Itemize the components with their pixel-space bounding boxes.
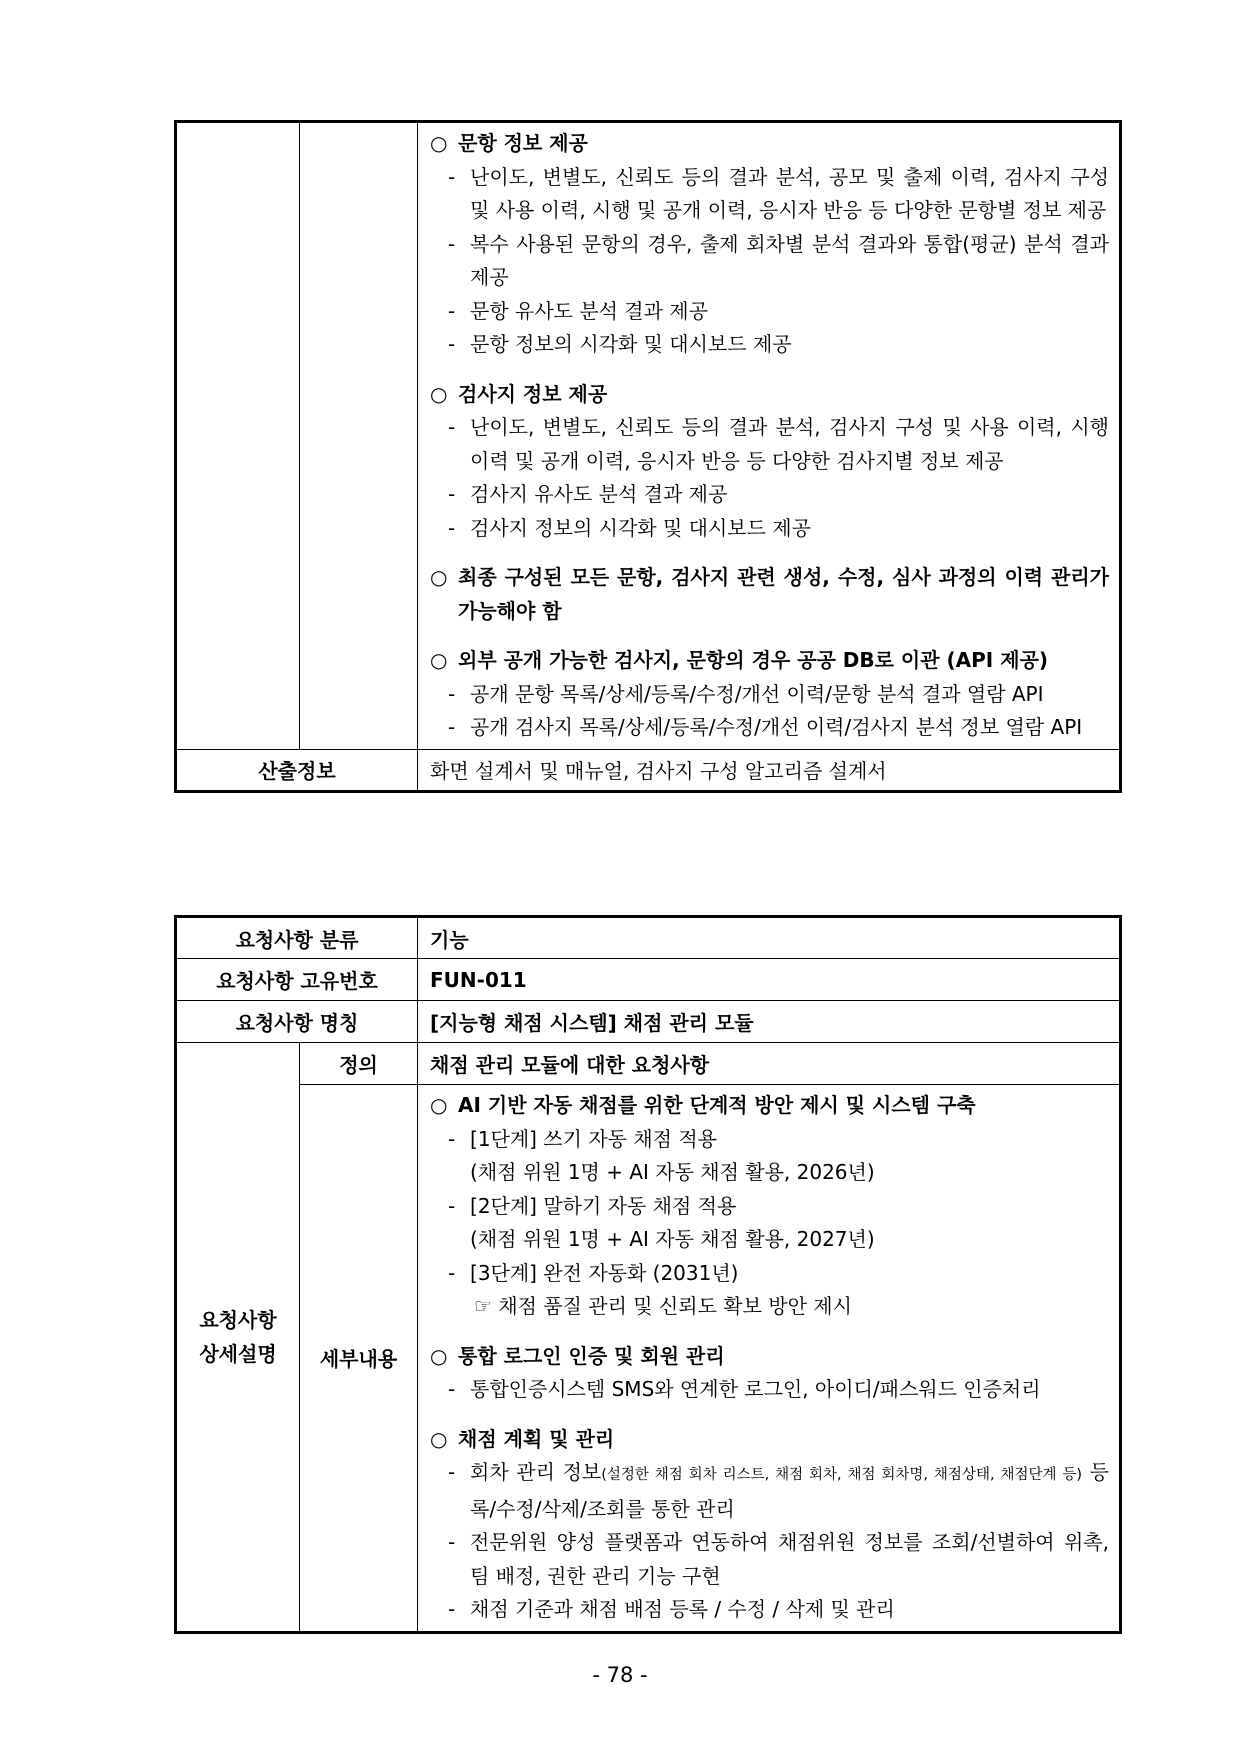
section [430, 644, 1109, 745]
list-item: 통합인증시스템 SMS와 연계한 로그인, 아이디/패스워드 인증처리 [470, 1377, 1041, 1401]
section-heading: 채점 계획 및 관리 [458, 1426, 615, 1451]
category-value: 기능 [418, 917, 1121, 959]
detail-label [176, 1043, 300, 1633]
detail-label-line1: 요청사항 [199, 1307, 277, 1332]
dash-marker: - [448, 332, 456, 356]
note-text: 채점 품질 관리 및 신뢰도 확보 방안 제시 [498, 1294, 852, 1318]
dash-marker: - [448, 515, 456, 540]
list-item: 전문위원 양성 플랫폼과 연동하여 채점위원 정보를 조회/선별하여 위촉, 팀 배정, 권한 관리 기능 구현 [470, 1530, 1109, 1588]
category-label: 요청사항 분류 [176, 917, 418, 959]
circle-marker: ○ [430, 1093, 448, 1117]
circle-marker: ○ [430, 648, 448, 672]
list-item: 난이도, 변별도, 신뢰도 등의 결과 분석, 검사지 구성 및 사용 이력, 시행 이력 및 공개 이력, 응시자 반응 등 다양한 검사지별 정보 제공 [470, 415, 1109, 473]
page-number: - 78 - [592, 1663, 648, 1687]
list-item: 복수 사용된 문항의 경우, 출제 회차별 분석 결과와 통합(평균) 분석 결과 제공 [470, 231, 1109, 289]
circle-marker: ○ [430, 131, 448, 155]
requirement-table-fun-011 [174, 915, 1122, 1634]
list-item-text: 등록/수정/삭제/조회를 통한 관리 [470, 1460, 1109, 1521]
section-heading: 검사지 정보 제공 [458, 381, 608, 406]
list-item: 난이도, 변별도, 신뢰도 등의 결과 분석, 공모 및 출제 이력, 검사지 구성 및 사용 이력, 시행 및 공개 이력, 응시자 반응 등 다양한 문항별 정보 제공 [470, 164, 1109, 222]
list-item: [2단계] 말하기 자동 채점 적용 [470, 1193, 737, 1218]
list-item-sub: (채점 위원 1명 + AI 자동 채점 활용, 2026년) [470, 1160, 875, 1184]
dash-marker: - [448, 1530, 456, 1554]
section-auto-scoring [430, 1089, 1109, 1324]
list-item: 검사지 정보의 시각화 및 대시보드 제공 [470, 515, 811, 540]
detail-content-cell [418, 122, 1121, 750]
dash-marker: - [448, 298, 456, 323]
list-item-text: 회차 관리 정보 [470, 1460, 602, 1484]
section-heading: AI 기반 자동 채점를 위한 단계적 방안 제시 및 시스템 구축 [458, 1093, 976, 1117]
section [430, 127, 1109, 362]
circle-marker: ○ [430, 1343, 448, 1368]
list-item-note: (설정한 채점 회차 리스트, 채점 회차, 채점 회차명, 채점상태, 채점단계 등) [601, 1467, 1083, 1483]
dash-marker: - [448, 164, 456, 189]
circle-marker: ○ [430, 1426, 448, 1451]
list-item: [1단계] 쓰기 자동 채점 적용 [470, 1126, 717, 1151]
dash-marker: - [448, 1460, 456, 1484]
section-scoring-plan [430, 1423, 1109, 1627]
empty-sublabel-cell [300, 122, 418, 750]
list-item-sub: (채점 위원 1명 + AI 자동 채점 활용, 2027년) [470, 1227, 875, 1251]
name-value: [지능형 채점 시스템] 채점 관리 모듈 [418, 1001, 1121, 1043]
list-item: 채점 기준과 채점 배점 등록 / 수정 / 삭제 및 관리 [470, 1597, 895, 1621]
id-value: FUN-011 [418, 959, 1121, 1001]
dash-marker: - [448, 1193, 456, 1218]
list-item: [3단계] 완전 자동화 (2031년) [470, 1260, 739, 1285]
section [430, 561, 1109, 628]
section-heading: 외부 공개 가능한 검사지, 문항의 경우 공공 DB로 이관 (API 제공) [458, 648, 1048, 672]
output-label: 산출정보 [176, 749, 418, 791]
list-item: 공개 문항 목록/상세/등록/수정/개선 이력/문항 분석 결과 열람 API [470, 681, 1044, 706]
empty-label-cell [176, 122, 300, 750]
circle-marker: ○ [430, 565, 448, 589]
dash-marker: - [448, 1260, 456, 1285]
list-item: 검사지 유사도 분석 결과 제공 [470, 482, 728, 506]
list-item: 공개 검사지 목록/상세/등록/수정/개선 이력/검사지 분석 정보 열람 API [470, 715, 1083, 739]
dash-marker: - [448, 1597, 456, 1621]
section-login [430, 1340, 1109, 1407]
content-cell [418, 1085, 1121, 1633]
output-value: 화면 설계서 및 매뉴얼, 검사지 구성 알고리즘 설계서 [418, 749, 1121, 791]
definition-value: 채점 관리 모듈에 대한 요청사항 [418, 1043, 1121, 1085]
name-label: 요청사항 명칭 [176, 1001, 418, 1043]
section-heading: 통합 로그인 인증 및 회원 관리 [458, 1343, 725, 1368]
hand-pointer-icon: ☞ [474, 1294, 492, 1318]
section-heading: 최종 구성된 모든 문항, 검사지 관련 생성, 수정, 심사 과정의 이력 관리가 가능해야 함 [458, 565, 1109, 623]
dash-marker: - [448, 482, 456, 506]
section-heading: 문항 정보 제공 [458, 131, 588, 155]
detail-label-line2: 상세설명 [199, 1341, 277, 1366]
section [430, 378, 1109, 546]
dash-marker: - [448, 1126, 456, 1151]
dash-marker: - [448, 415, 456, 439]
definition-label: 정의 [300, 1043, 418, 1085]
content-label: 세부내용 [300, 1085, 418, 1633]
dash-marker: - [448, 681, 456, 706]
dash-marker: - [448, 1377, 456, 1401]
dash-marker: - [448, 715, 456, 739]
requirement-table-continued [174, 120, 1122, 793]
id-label: 요청사항 고유번호 [176, 959, 418, 1001]
list-item: 문항 유사도 분석 결과 제공 [470, 298, 708, 323]
circle-marker: ○ [430, 381, 448, 406]
list-item: 문항 정보의 시각화 및 대시보드 제공 [470, 332, 792, 356]
dash-marker: - [448, 231, 456, 256]
list-item [470, 1456, 1109, 1526]
